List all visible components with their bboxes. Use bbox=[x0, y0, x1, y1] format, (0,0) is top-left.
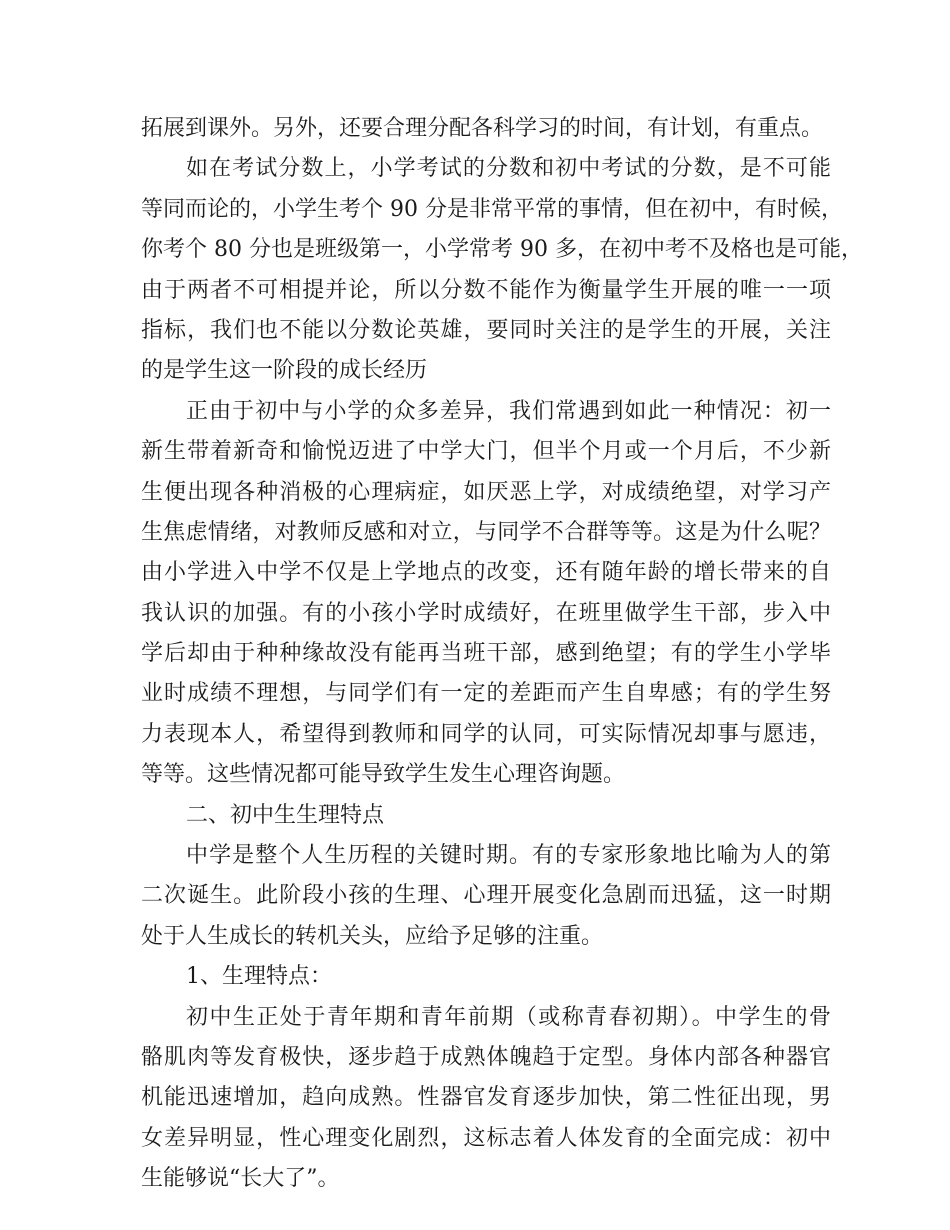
text-line: 骼肌肉等发育极快，逐步趋于成熟体魄趋于定型。身体内部各种器官 bbox=[141, 1044, 831, 1070]
text-line: 由于两者不可相提并论，所以分数不能作为衡量学生开展的唯一一项 bbox=[141, 277, 831, 303]
text-line: 等等。这些情况都可能导致学生发生心理咨询题。 bbox=[141, 762, 626, 788]
text-line: 等同而论的，小学生考个 90 分是非常平常的事情，但在初中，有时候， bbox=[141, 196, 843, 222]
text-line: 你考个 80 分也是班级第一，小学常考 90 多，在初中考不及格也是可能， bbox=[141, 237, 863, 263]
text-line: 学后却由于种种缘故没有能再当班干部，感到绝望；有的学生小学毕 bbox=[141, 641, 831, 667]
text-line: 力表现本人，希望得到教师和同学的认同，可实际情况却事与愿违， bbox=[141, 721, 831, 747]
paragraph-first-line: 初中生正处于青年期和青年前期（或称青春初期）。中学生的骨 bbox=[186, 1004, 831, 1030]
paragraph-first-line: 如在考试分数上，小学考试的分数和初中考试的分数，是不可能 bbox=[186, 156, 831, 182]
document-body bbox=[141, 109, 863, 1200]
text-line: 我认识的加强。有的小孩小学时成绩好，在班里做学生干部，步入中 bbox=[141, 600, 831, 626]
text-line: 处于人生成长的转机关头，应给予足够的注重。 bbox=[141, 923, 604, 949]
text-line: 业时成绩不理想，与同学们有一定的差距而产生自卑感；有的学生努 bbox=[141, 681, 831, 707]
paragraph-first-line: 正由于初中与小学的众多差异，我们常遇到如此一种情况：初一 bbox=[186, 398, 831, 424]
text-line: 的是学生这一阶段的成长经历 bbox=[141, 358, 428, 384]
text-line: 生能够说“长大了”。 bbox=[141, 1166, 340, 1192]
text-line: 新生带着新奇和愉悦迈进了中学大门，但半个月或一个月后，不少新 bbox=[141, 439, 831, 465]
text-line: 机能迅速增加，趋向成熟。性器官发育逐步加快，第二性征出现，男 bbox=[141, 1085, 831, 1111]
paragraph-first-line: 中学是整个人生历程的关键时期。有的专家形象地比喻为人的第 bbox=[186, 843, 831, 869]
text-line: 二次诞生。此阶段小孩的生理、心理开展变化急剧而迅猛，这一时期 bbox=[141, 883, 831, 909]
text-line: 女差异明显，性心理变化剧烈，这标志着人体发育的全面完成：初中 bbox=[141, 1125, 831, 1151]
text-line: 拓展到课外。另外，还要合理分配各科学习的时间，有计划，有重点。 bbox=[141, 116, 824, 141]
subsection-heading: 1、生理特点： bbox=[186, 964, 332, 990]
text-line: 指标，我们也不能以分数论英雄，要同时关注的是学生的开展，关注 bbox=[141, 317, 831, 343]
text-line: 生焦虑情绪，对教师反感和对立，与同学不合群等等。这是为什么呢？ bbox=[141, 519, 831, 545]
text-line: 生便出现各种消极的心理病症，如厌恶上学，对成绩绝望，对学习产 bbox=[141, 479, 831, 505]
section-heading: 二、初中生生理特点 bbox=[186, 802, 385, 828]
text-line: 由小学进入中学不仅是上学地点的改变，还有随年龄的增长带来的自 bbox=[141, 560, 831, 586]
